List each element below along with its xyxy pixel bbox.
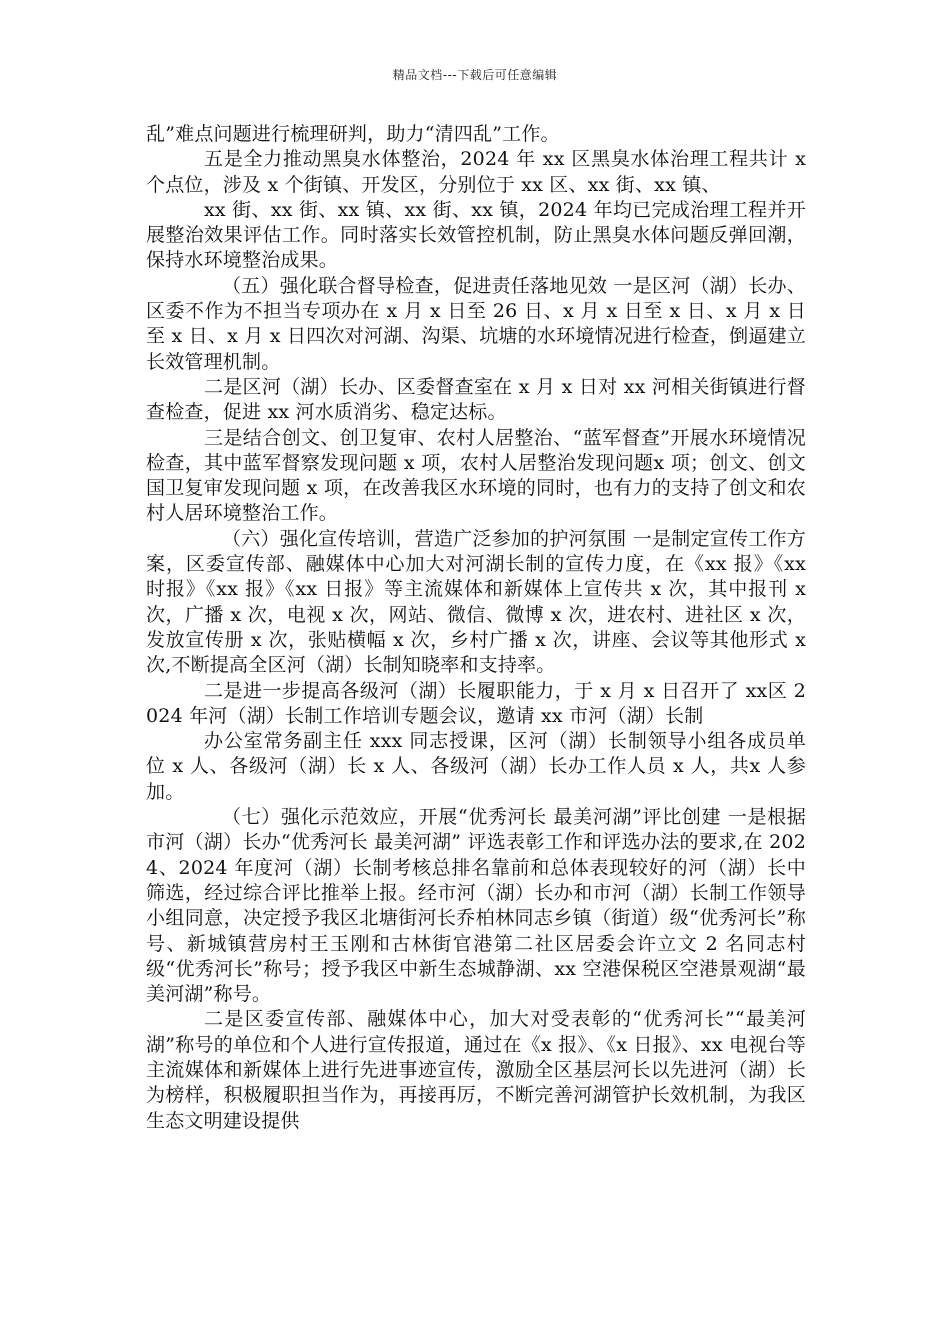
paragraph: 办公室常务副主任 xxx 同志授课，区河（湖）长制领导小组各成员单位 x 人、各级河（湖）长 x 人、各级河（湖）长办工作人员 x 人，共x 人参加。	[146, 730, 806, 803]
paragraph: （七）强化示范效应，开展“优秀河长 最美河湖”评比创建 一是根据市河（湖）长办“优秀河长 最美河湖” 评选表彰工作和评选办法的要求,在 2024、2024 年度河（湖）长制考核总排名靠前和总体表现较好的河（湖）长中筛选，经过综合评比推举上报。经市河（湖）长办和市河（湖）长制工作领导小组同意，决定授予我区北塘街河长乔柏林同志乡镇（街道）级“优秀河长”称号、新城镇营房村王玉刚和古林街官港第二社区居委会许立文 2 名同志村级“优秀河长”称号；授予我区中新生态城静湖、xx 空港保税区空港景观湖“最美河湖”称号。	[146, 806, 806, 1006]
paragraph: （六）强化宣传培训，营造广泛参加的护河氛围 一是制定宣传工作方案，区委宣传部、融媒体中心加大对河湖长制的宣传力度，在《xx 报》《xx 时报》《xx 报》《xx 日报》等主流媒体和新媒体上宣传共 x 次，其中报刊 x 次，广播 x 次，电视 x 次，网站、微信、微博 x 次，进农村、进社区 x 次，发放宣传册 x 次，张贴横幅 x 次，乡村广播 x 次，讲座、会议等其他形式 x 次,不断提高全区河（湖）长制知晓率和支持率。	[146, 527, 806, 677]
paragraph: 二是区河（湖）长办、区委督查室在 x 月 x 日对 xx 河相关街镇进行督查检查，促进 xx 河水质消劣、稳定达标。	[146, 375, 806, 424]
paragraph: 二是进一步提高各级河（湖）长履职能力，于 x 月 x 日召开了 xx区 2024 年河（湖）长制工作培训专题会议，邀请 xx 市河（湖）长制	[146, 679, 806, 727]
paragraph: 乱”难点问题进行梳理研判，助力“清四乱”工作。	[146, 123, 560, 145]
paragraph: 三是结合创文、创卫复审、农村人居整治、“蓝军督查”开展水环境情况检查，其中蓝军督察发现问题 x 项，农村人居整治发现问题x 项；创文、创文国卫复审发现问题 x 项，在改善我区水环境的同时，也有力的支持了创文和农村人居环境整治工作。	[146, 426, 806, 525]
paragraph: 五是全力推动黑臭水体整治，2024 年 xx 区黑臭水体治理工程共计 x 个点位，涉及 x 个街镇、开发区，分别位于 xx 区、xx 街、xx 镇、	[146, 148, 806, 196]
document-body	[146, 122, 806, 1134]
paragraph: （五）强化联合督导检查，促进责任落地见效 一是区河（湖）长办、区委不作为不担当专项办在 x 月 x 日至 26 日、x 月 x 日至 x 日、x 月 x 日至 x 日、x 月 x 日四次对河湖、沟渠、坑塘的水环境情况进行检查，倒逼建立长效管理机制。	[146, 274, 806, 373]
paragraph: 二是区委宣传部、融媒体中心，加大对受表彰的“优秀河长”“最美河湖”称号的单位和个人进行宣传报道，通过在《x 报》、《x 日报》、xx 电视台等主流媒体和新媒体上进行先进事迹宣传，激励全区基层河长以先进河（湖）长为榜样，积极履职担当作为，再接再厉，不断完善河湖管护长效机制，为我区生态文明建设提供	[146, 1008, 806, 1132]
paragraph: xx 街、xx 街、xx 镇、xx 街、xx 镇，2024 年均已完成治理工程并开展整治效果评估工作。同时落实长效管控机制，防止黑臭水体问题反弹回潮，保持水环境整治成果。	[146, 198, 806, 272]
page-header: 精品文档---下载后可任意编辑	[392, 68, 558, 82]
